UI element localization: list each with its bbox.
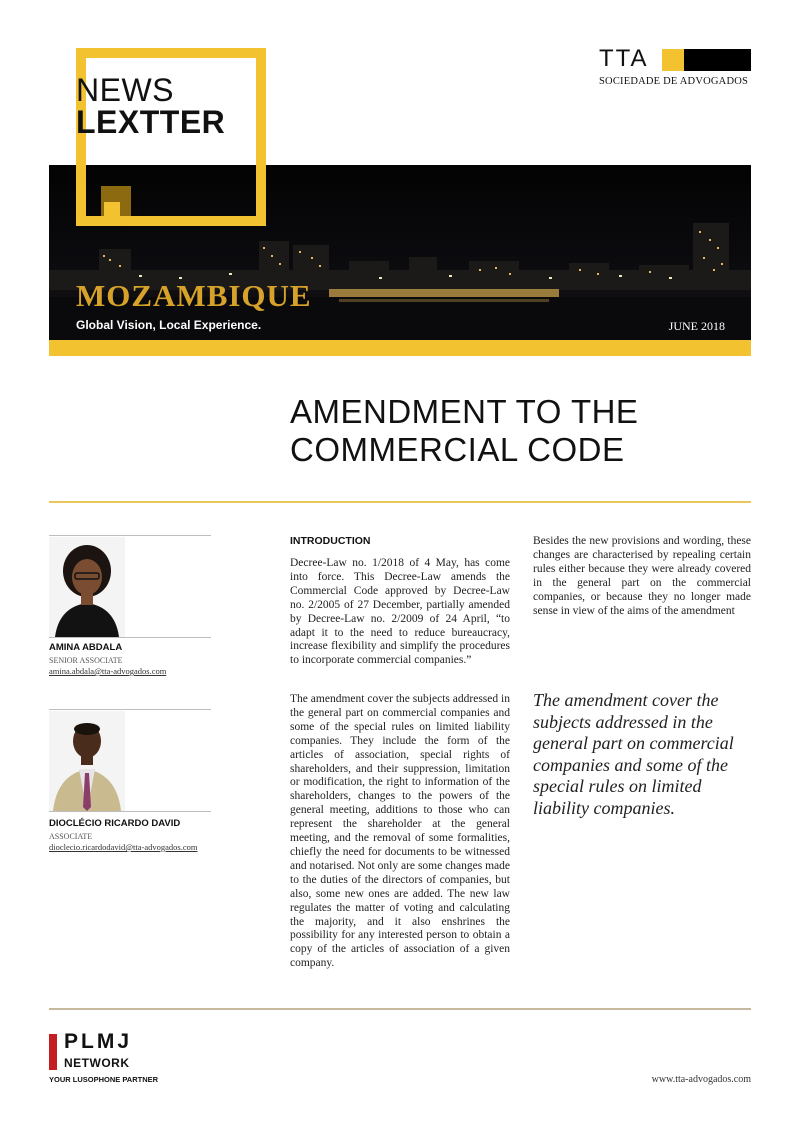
pull-quote: The amendment cover the subjects addressed in the general part on commercial companies and some of the special rules on limited liability companies.: [533, 690, 734, 818]
article-paragraph: Besides the new provisions and wording, these changes are characterised by repealing certain rules either because they were already covered in the general part on the commercial companies, or because they no longer made sense in view of the aims of the amendment: [533, 535, 751, 617]
banner-gold-bar: [49, 340, 751, 356]
author-email-link[interactable]: dioclecio.ricardodavid@tta-advogados.com: [49, 842, 198, 852]
decorative-square-light: [104, 202, 120, 216]
author-role: SENIOR ASSOCIATE: [49, 656, 123, 665]
newsletter-title-line2: LEXTTER: [76, 104, 226, 140]
article-paragraph: The amendment cover the subjects addressed in the general part on commercial companies and some of the special rules on limited liability companies. They include the form of the articles of association, special rights of shareholders, and their suppression, limitation or modification, the right to information of the shareholders, changes to the powers of the general meeting, additions to those who can represent the shareholder at the general meeting, and the removal of some formalities, chiefly the need for documents to be witnessed and notarised. Not only are some changes made to the duties of the directors of companies, but also, some new ones are added. The new law regulates the matter of voting and calculating the majority, and it also enshrines the possibility for any interested person to obtain a copy of the articles of association of a given company.: [290, 693, 510, 970]
tta-logo-subtitle: SOCIEDADE DE ADVOGADOS: [599, 76, 749, 87]
author-photo-dioclecio: [49, 711, 125, 811]
section-heading: INTRODUCTION: [290, 535, 371, 547]
article-headline: [290, 393, 638, 469]
author-name: AMINA ABDALA: [49, 642, 123, 653]
headline-divider: [49, 501, 751, 503]
tagline: Global Vision, Local Experience.: [76, 318, 262, 332]
headline-line1: AMENDMENT TO THE: [290, 393, 639, 430]
country-title: MOZAMBIQUE: [76, 278, 312, 313]
plmj-tagline: YOUR LUSOPHONE PARTNER: [49, 1075, 159, 1084]
headline-line2: COMMERCIAL CODE: [290, 431, 625, 468]
newsletter-title: [76, 74, 225, 138]
author-divider: [49, 811, 211, 812]
author-email-link[interactable]: amina.abdala@tta-advogados.com: [49, 666, 167, 676]
tta-logo-yellow-block: [662, 49, 684, 71]
author-divider: [49, 535, 211, 536]
author-divider: [49, 637, 211, 638]
footer-divider: [49, 1008, 751, 1010]
plmj-logo-network: NETWORK: [64, 1056, 130, 1070]
article-paragraph: Decree-Law no. 1/2018 of 4 May, has come into force. This Decree-Law amends the Commercial Code approved by Decree-Law no. 2/2005 of 27 December, partially amended by Decree-Law no. 2/2009 of 24 April, “to adapt it to the need to reduce bureaucracy, increase flexibility and simplify the procedures to incorporate commercial companies.”: [290, 557, 510, 667]
newsletter-title-line1: NEWS: [76, 72, 174, 108]
issue-date: JUNE 2018: [668, 319, 725, 333]
author-name: DIOCLÉCIO RICARDO DAVID: [49, 818, 181, 829]
masthead-frame-bottom: [76, 216, 266, 226]
author-photo-amina: [49, 537, 125, 637]
plmj-logo-name: PLMJ: [64, 1030, 133, 1053]
tta-logo-text: TTA: [599, 45, 649, 72]
plmj-logo-mark: [49, 1034, 57, 1070]
author-divider: [49, 709, 211, 710]
website-link[interactable]: www.tta-advogados.com: [651, 1074, 751, 1085]
author-role: ASSOCIATE: [49, 832, 93, 841]
tta-logo-black-block: [684, 49, 751, 71]
